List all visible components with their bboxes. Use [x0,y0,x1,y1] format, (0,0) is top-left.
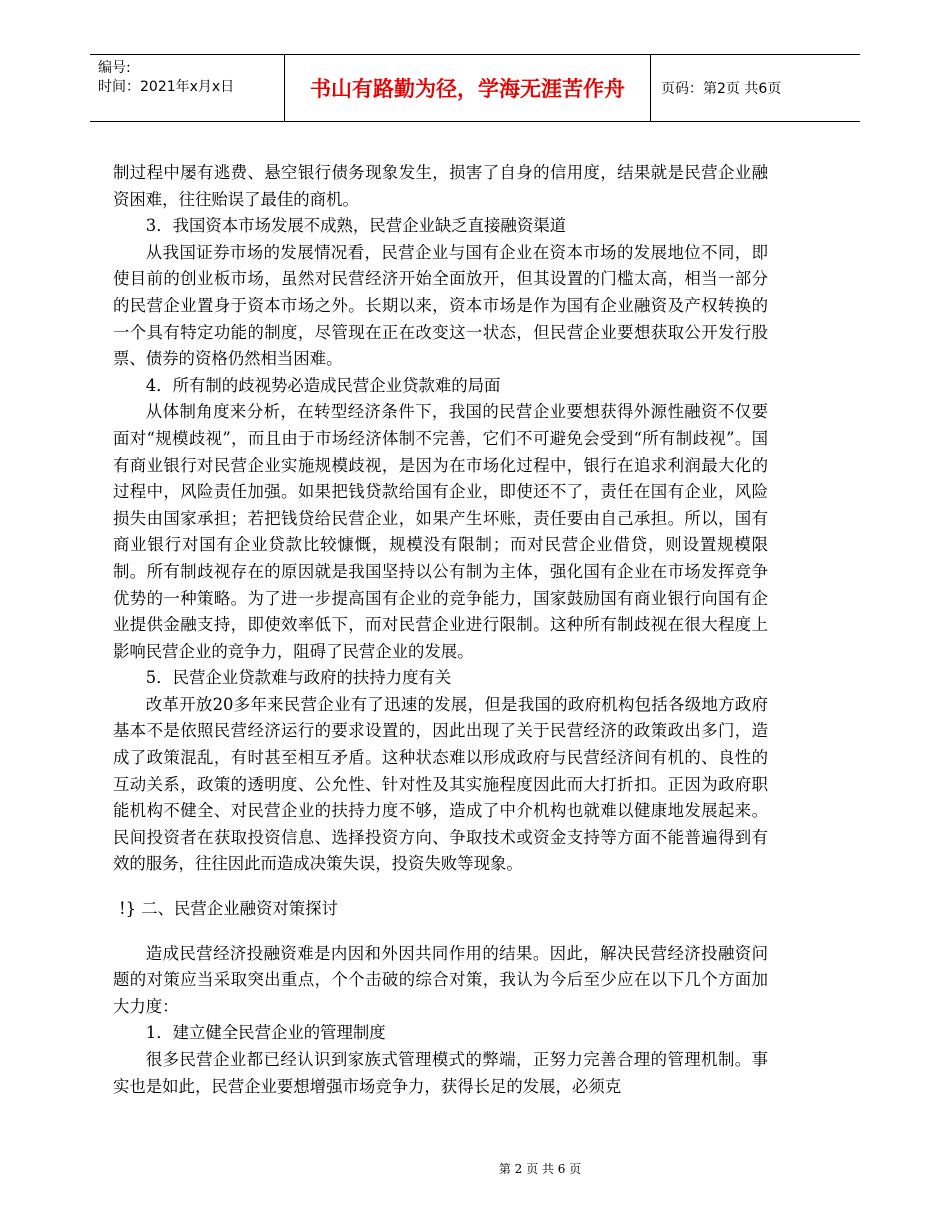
body-paragraph: 从体制角度来分析，在转型经济条件下，我国的民营企业要想获得外源性融资不仅要面对“规模歧视”，而且由于市场经济体制不完善，它们不可避免会受到“所有制歧视”。国有商业银行对民营企业实施规模歧视，是因为在市场化过程中，银行在追求利润最大化的过程中，风险责任加强。如果把钱贷款给国有企业，即使还不了，责任在国有企业，风险损失由国家承担；若把钱贷给民营企业，如果产生坏账，责任要由自己承担。所以，国有商业银行对国有企业贷款比较慷慨，规模没有限制；而对民营企业借贷，则设置规模限制。所有制歧视存在的原因就是我国坚持以公有制为主体，强化国有企业在市场发挥竞争优势的一种策略。为了进一步提高国有企业的竞争能力，国家鼓励国有商业银行向国有企业提供金融支持，即使效率低下，而对民营企业进行限制。这种所有制歧视在很大程度上影响民营企业的竞争力，阻碍了民营企业的发展。 [113,402,768,661]
body-paragraph: 制过程中屡有逃费、悬空银行债务现象发生，损害了自身的信用度，结果就是民营企业融资困难，往往贻误了最佳的商机。 [113,163,768,209]
body-paragraph: 很多民营企业都已经认识到家族式管理模式的弊端，正努力完善合理的管理机制。事实也是如此，民营企业要想增强市场竞争力，获得长足的发展，必须克 [113,1050,768,1096]
header-meta [90,55,285,121]
document-body [113,160,768,1100]
page-footer [0,1160,950,1177]
body-paragraph: 从我国证券市场的发展情况看，民营企业与国有企业在资本市场的发展地位不同，即使目前的创业板市场，虽然对民营经济开始全面放开，但其设置的门槛太高，相当一部分的民营企业置身于资本市场之外。长期以来，资本市场是作为国有企业融资及产权转换的一个具有特定功能的制度，尽管现在正在改变这一状态，但民营企业要想获取公开发行股票、债券的资格仍然相当困难。 [113,242,768,369]
document-code-label: 编号: [98,60,131,76]
body-paragraph: 造成民营经济投融资难是内因和外因共同作用的结果。因此，解决民营经济投融资问题的对策应当采取突出重点，个个击破的综合对策，我认为今后至少应在以下几个方面加大力度： [113,943,768,1016]
header-motto: 书山有路勤为径，学海无涯苦作舟 [285,55,651,121]
body-paragraph: 改革开放20多年来民营企业有了迅速的发展，但是我国的政府机构包括各级地方政府基本不是依照民营经济运行的要求设置的，因此出现了关于民营经济的政策政出多门，造成了政策混乱，有时甚至相互矛盾。这种状态难以形成政府与民营经济间有机的、良性的互动关系，政策的透明度、公允性、针对性及其实施程度因此而大打折扣。正因为政府职能机构不健全、对民营企业的扶持力度不够，造成了中介机构也就难以健康地发展起来。民间投资者在获取投资信息、选择投资方向、争取技术或资金支持等方面不能普遍得到有效的服务，往往因此而造成决策失误，投资失败等现象。 [113,694,768,874]
section-title: !} 二、民营企业融资对策探讨 [119,899,338,919]
subsection-heading: 4．所有制的歧视势必造成民营企业贷款难的局面 [145,375,501,395]
document-time-label: 时间：2021年x月x日 [98,79,235,95]
header-page-label: 页码：第2页 共6页 [661,81,782,97]
subsection-heading: 1．建立健全民营企业的管理制度 [145,1023,386,1043]
subsection-heading: 3．我国资本市场发展不成熟，民营企业缺乏直接融资渠道 [145,216,566,236]
subsection-heading: 5．民营企业贷款难与政府的扶持力度有关 [145,668,452,688]
footer-page-number: 第 2 页 共 6 页 [498,1162,582,1176]
page-header [90,54,860,122]
